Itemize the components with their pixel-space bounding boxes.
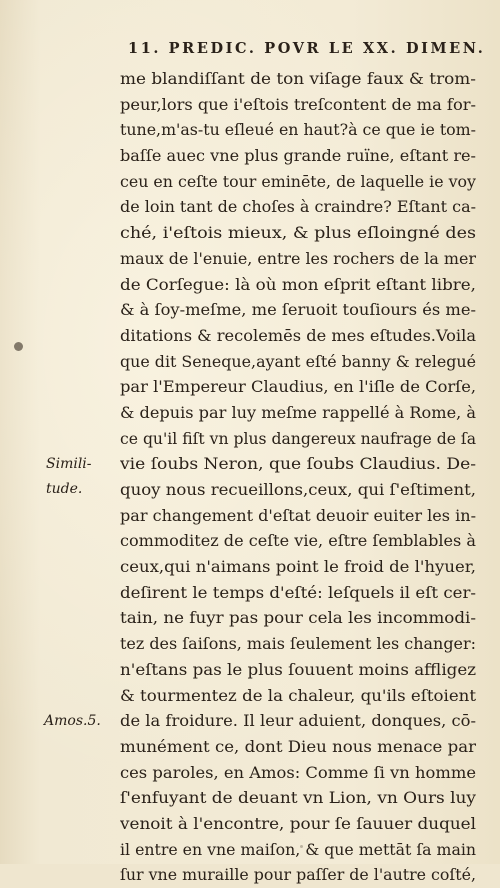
text-line <box>120 657 476 683</box>
text-line <box>120 503 476 529</box>
text-line <box>120 605 476 631</box>
text-line-content: que dit Seneque,ayant eſté banny & relegué <box>120 351 476 371</box>
text-line-content: tez des ſaiſons, mais ſeulement les changer: <box>120 634 476 654</box>
text-line-content: commoditez de ceſte vie, eſtre ſemblables à <box>120 531 476 551</box>
text-line <box>120 683 476 709</box>
text-line <box>120 374 476 400</box>
text-line <box>120 143 476 169</box>
text-line-content: de loin tant de choſes à craindre? Eſtant ca- <box>120 197 476 217</box>
text-line-content: deſirent le temps d'eſté: leſquels il eſt cer- <box>120 582 476 602</box>
text-line-content: me blandiſſant de ton viſage faux & trom- <box>120 69 476 88</box>
body-text <box>120 66 476 888</box>
text-line <box>120 169 476 195</box>
text-line-content: par l'Empereur Claudius, en l'iſle de Corſe, <box>120 377 476 397</box>
margin-note: Simili- <box>46 455 92 472</box>
text-line-content: venoit à l'encontre, pour ſe ſauuer duquel <box>120 813 476 833</box>
text-line <box>120 580 476 606</box>
text-line-content: & tourmentez de la chaleur, qu'ils eſtoient <box>120 685 476 705</box>
text-line-content: & à ſoy-meſme, me ſeruoit touſiours és me- <box>120 300 476 320</box>
text-line <box>120 785 476 811</box>
text-line-content: de Corſegue: là où mon eſprit eſtant libre, <box>120 274 476 294</box>
text-line <box>120 323 476 349</box>
text-line <box>120 92 476 118</box>
text-line <box>120 760 476 786</box>
text-line-content: ceu en ceſte tour eminēte, de laquelle ie voy <box>120 171 476 191</box>
text-line-content: ceux,qui n'aimans point le froid de l'hyuer, <box>120 557 476 577</box>
text-line <box>120 66 476 92</box>
text-line-content: par changement d'eſtat deuoir euiter les in- <box>120 505 476 525</box>
margin-note: Amos.5. <box>44 712 101 729</box>
text-line <box>120 862 476 888</box>
running-header: 11. PREDIC. POVR LE XX. DIMEN. <box>128 40 486 57</box>
text-line-content: vie ſoubs Neron, que ſoubs Claudius. De- <box>120 454 476 474</box>
text-line-content: baſſe auec vne plus grande ruïne, eſtant re- <box>120 146 476 166</box>
text-line-content: ſur vne muraille pour paſſer de l'autre coſté, <box>120 865 476 885</box>
text-line-content: maux de l'enuie, entre les rochers de la mer <box>120 248 476 268</box>
text-line <box>120 400 476 426</box>
text-line-content: ces paroles, en Amos: Comme ſi vn homme <box>120 762 476 782</box>
text-line-content: tain, ne fuyr pas pour cela les incommodi- <box>120 608 476 628</box>
text-line-content: tune,m'as-tu eſleué en haut?à ce que ie tom- <box>120 120 476 140</box>
text-line <box>120 554 476 580</box>
text-line-content: ſ'enfuyant de deuant vn Lion, vn Ours luy <box>120 788 476 808</box>
text-line <box>120 477 476 503</box>
text-line-content: quoy nous recueillons,ceux, qui ſ'eſtiment, <box>120 480 476 499</box>
text-line-content: il entre en vne maiſon, & que mettāt ſa main <box>120 839 476 859</box>
text-line <box>120 708 476 734</box>
text-line <box>120 528 476 554</box>
text-line <box>120 246 476 272</box>
text-line <box>120 837 476 863</box>
text-line <box>120 734 476 760</box>
margin-note: tude. <box>46 481 83 498</box>
text-line <box>120 272 476 298</box>
text-line-content: & depuis par luy meſme rappellé à Rome, à <box>120 402 476 422</box>
text-line-content: munément ce, dont Dieu nous menace par <box>120 736 476 756</box>
text-line <box>120 194 476 220</box>
text-line <box>120 220 476 246</box>
text-line-content: ché, i'eſtois mieux, & plus eſloingné des <box>120 223 476 243</box>
text-line <box>120 349 476 375</box>
text-line-content: n'eſtans pas le plus ſouuent moins affligez <box>120 659 476 679</box>
text-line-content: ce qu'il fiſt vn plus dangereux naufrage de ſa <box>120 428 476 448</box>
text-line-content: ditations & recolemēs de mes eſtudes.Voila <box>120 325 476 345</box>
text-line-content: peur,lors que i'eſtois treſcontent de ma for- <box>120 94 476 114</box>
ink-blot <box>14 342 23 351</box>
text-line-content: de la froidure. Il leur aduient, donques, cō- <box>120 711 476 731</box>
text-line <box>120 631 476 657</box>
text-line <box>120 297 476 323</box>
text-line <box>120 811 476 837</box>
text-line <box>120 426 476 452</box>
text-line <box>120 451 476 477</box>
text-line <box>120 117 476 143</box>
